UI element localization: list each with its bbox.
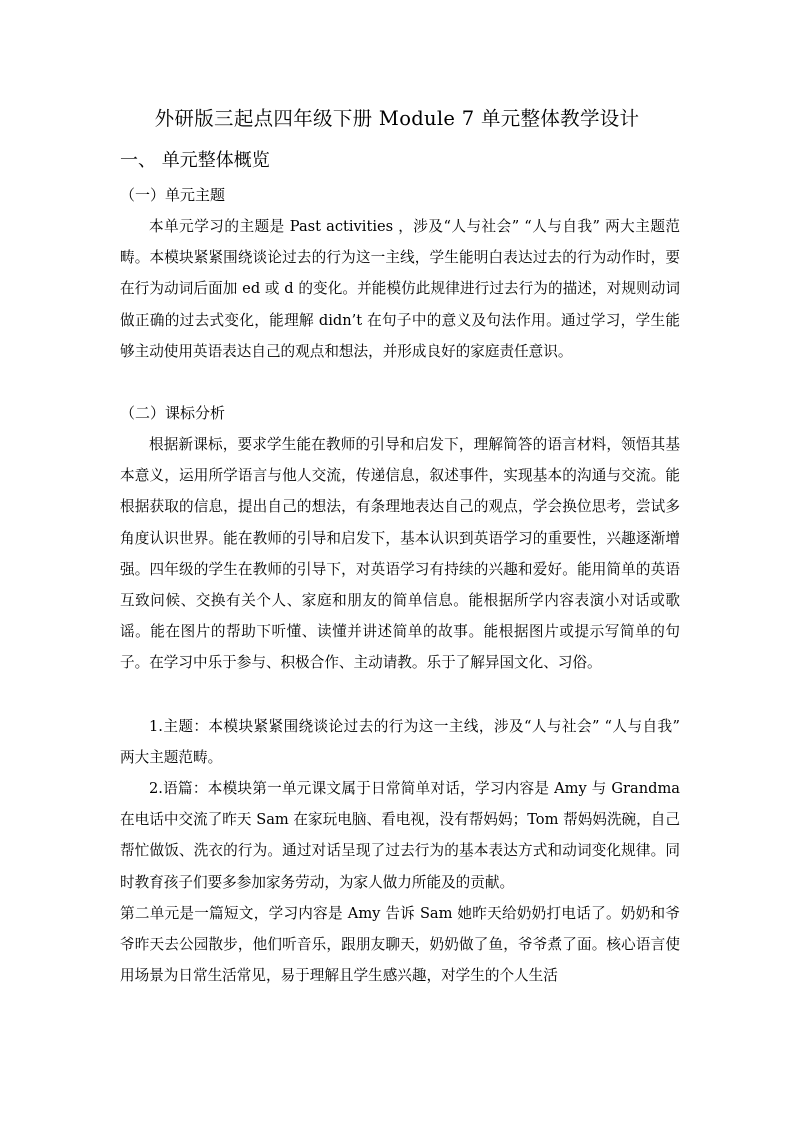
paragraph-discourse: 2.语篇：本模块第一单元课文属于日常简单对话，学习内容是 Amy 与 Grandma 在电话中交流了昨天 Sam 在家玩电脑、看电视，没有帮妈妈；Tom 帮妈妈洗碗，自己帮忙做饭、洗衣的行为。通过对话呈现了过去行为的基本表达方式和动词变化规律。同时教育孩子们要多参加家务劳动，为家人做力所能及的贡献。 xyxy=(120,780,680,891)
paragraph-unit-two: 第二单元是一篇短文，学习内容是 Amy 告诉 Sam 她昨天给奶奶打电话了。奶奶和爷爷昨天去公园散步，他们听音乐，跟朋友聊天，奶奶做了鱼，爷爷煮了面。核心语言使用场景为日常生活常见，易于理解且学生感兴趣，对学生的个人生活 xyxy=(120,905,680,985)
subsection-heading-theme: （一）单元主题 xyxy=(120,186,226,204)
document-title: 外研版三起点四年级下册 Module 7 单元整体教学设计 xyxy=(154,107,640,130)
paragraph-topic: 1.主题：本模块紧紧围绕谈论过去的行为这一主线，涉及“人与社会” “人与自我” 两大主题范畴。 xyxy=(120,718,680,767)
paragraph-curriculum: 根据新课标，要求学生能在教师的引导和启发下，理解简答的语言材料，领悟其基本意义，运用所学语言与他人交流，传递信息，叙述事件，实现基本的沟通与交流。能根据获取的信息，提出自己的想法，有条理地表达自己的观点，学会换位思考，尝试多角度认识世界。能在教师的引导和启发下，基本认识到英语学习的重要性，兴趣逐渐增强。四年级的学生在教师的引导下，对英语学习有持续的兴趣和爱好。能用简单的英语互致问候、交换有关个人、家庭和朋友的简单信息。能根据所学内容表演小对话或歌谣。能在图片的帮助下听懂、读懂并讲述简单的故事。能根据图片或提示写简单的句子。在学习中乐于参与、积极合作、主动请教。乐于了解异国文化、习俗。 xyxy=(120,436,680,672)
paragraph-theme: 本单元学习的主题是 Past activities ，涉及“人与社会” “人与自我” 两大主题范畴。本模块紧紧围绕谈论过去的行为这一主线，学生能明白表达过去的行为动作时，要在行为动词后面加 ed 或 d 的变化。并能模仿此规律进行过去行为的描述，对规则动词做正确的过去式变化，能理解 didn’t 在句子中的意义及句法作用。通过学习，学生能够主动使用英语表达自己的观点和想法，并形成良好的家庭责任意识。 xyxy=(120,218,680,360)
section-heading-overview: 一、 单元整体概览 xyxy=(120,150,270,171)
subsection-heading-curriculum: （二）课标分析 xyxy=(120,404,226,422)
